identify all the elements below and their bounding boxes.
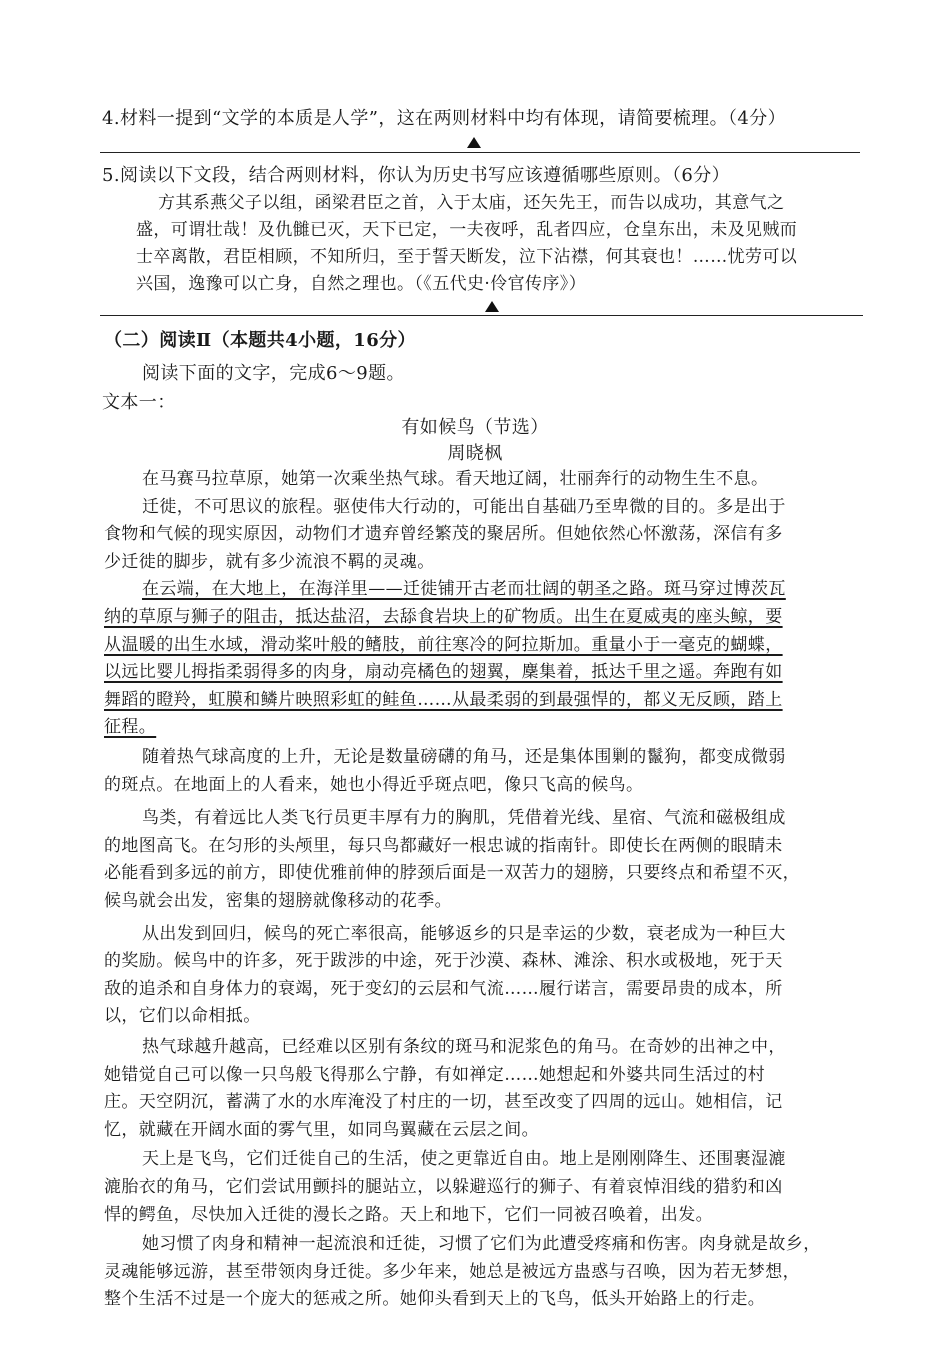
- article-line: 随着热气球高度的上升，无论是数量磅礴的角马，还是集体围剿的鬣狗，都变成微弱: [142, 747, 786, 767]
- article-author: 周晓枫: [447, 443, 503, 464]
- article-line: 从出发到回归，候鸟的死亡率很高，能够返乡的只是幸运的少数，衰老成为一种巨大: [142, 924, 786, 944]
- article-line: 少迁徙的脚步，就有多少流浪不羁的灵魂。: [104, 552, 435, 572]
- section-instruction: 阅读下面的文字，完成6～9题。: [142, 363, 405, 384]
- article-line: 悍的鳄鱼，尽快加入迁徙的漫长之路。天上和地下，它们一同被召唤着，出发。: [104, 1205, 713, 1225]
- article-line: 在马赛马拉草原，她第一次乘坐热气球。看天地辽阔，壮丽奔行的动物生生不息。: [142, 469, 769, 489]
- article-line: 鸟类，有着远比人类飞行员更丰厚有力的胸肌，凭借着光线、星宿、气流和磁极组成: [142, 808, 786, 828]
- article-line: 以，它们以命相抵。: [104, 1006, 261, 1026]
- q5-passage-line: 盛，可谓壮哉！及仇雠已灭，天下已定，一夫夜呼，乱者四应，仓皇东出，未及见贼而: [136, 220, 798, 240]
- answer-area-marker-icon: [485, 301, 499, 312]
- article-line: 她习惯了肉身和精神一起流浪和迁徙，习惯了它们为此遭受疼痛和伤害。肉身就是故乡，: [142, 1234, 821, 1254]
- q5-passage-line: 士卒离散，君臣相顾，不知所归，至于誓天断发，泣下沾襟，何其衰也！……忧劳可以: [136, 247, 798, 267]
- article-line: 忆，就藏在开阔水面的雾气里，如同鸟翼藏在云层之间。: [104, 1120, 539, 1140]
- article-line: 整个生活不过是一个庞大的惩戒之所。她仰头看到天上的飞鸟，低头开始路上的行走。: [104, 1289, 766, 1309]
- article-line: 纳的草原与狮子的阻击，抵达盐沼，去舔食岩块上的矿物质。出生在夏威夷的座头鲸，要: [104, 607, 783, 627]
- article-line: 灵魂能够远游，甚至带领肉身迁徙。多少年来，她总是被远方蛊惑与召唤，因为若无梦想，: [104, 1262, 800, 1282]
- article-line: 她错觉自己可以像一只鸟般飞得那么宁静，有如禅定……她想起和外婆共同生活过的村: [104, 1065, 766, 1085]
- answer-area-marker-icon: [467, 137, 481, 148]
- question-4: 4.材料一提到“文学的本质是人学”，这在两则材料中均有体现，请简要梳理。（4分）: [102, 108, 787, 129]
- q5-passage-line: 方其系燕父子以组，函梁君臣之首，入于太庙，还矢先王，而告以成功，其意气之: [158, 193, 785, 213]
- article-line: 迁徙，不可思议的旅程。驱使伟大行动的，可能出自基础乃至卑微的目的。多是出于: [142, 497, 786, 517]
- article-line: 征程。: [104, 717, 157, 737]
- text-label: 文本一：: [102, 392, 176, 413]
- article-line: 必能看到多远的前方，即使优雅前伸的脖颈后面是一双苦力的翅膀，只要终点和希望不灭，: [104, 863, 800, 883]
- article-line: 庄。天空阴沉，蓄满了水的水库淹没了村庄的一切，甚至改变了四周的远山。她相信，记: [104, 1092, 783, 1112]
- answer-line: [100, 315, 863, 316]
- article-line: 从温暖的出生水域，滑动桨叶般的鳍肢，前往寒冷的阿拉斯加。重量小于一毫克的蝴蝶，: [104, 635, 783, 655]
- article-line: 舞蹈的瞪羚，虹膜和鳞片映照彩虹的鲑鱼……从最柔弱的到最强悍的，都义无反顾，踏上: [104, 690, 783, 710]
- section-heading: （二）阅读Ⅱ（本题共4小题，16分）: [104, 330, 416, 351]
- article-line: 天上是飞鸟，它们迁徙自己的生活，使之更靠近自由。地上是刚刚降生、还围裹湿漉: [142, 1149, 786, 1169]
- q5-passage-line: 兴国，逸豫可以亡身，自然之理也。（《五代史·伶官传序》）: [136, 274, 587, 294]
- article-line: 候鸟就会出发，密集的翅膀就像移动的花季。: [104, 891, 452, 911]
- answer-line: [100, 152, 860, 153]
- article-line: 的地图高飞。在匀形的头颅里，每只鸟都藏好一根忠诚的指南针。即使长在两侧的眼睛未: [104, 836, 783, 856]
- article-line: 敌的追杀和自身体力的衰竭，死于变幻的云层和气流……履行诺言，需要昂贵的成本，所: [104, 979, 783, 999]
- article-title: 有如候鸟（节选）: [401, 417, 549, 438]
- question-5: 5.阅读以下文段，结合两则材料，你认为历史书写应该遵循哪些原则。（6分）: [102, 165, 731, 186]
- article-line: 漉胎衣的角马，它们尝试用颤抖的腿站立，以躲避巡行的狮子、有着哀悼泪线的猎豹和凶: [104, 1177, 783, 1197]
- article-line: 以远比婴儿拇指柔弱得多的肉身，扇动亮橘色的翅翼，麇集着，抵达千里之遥。奔跑有如: [104, 662, 783, 682]
- article-line: 食物和气候的现实原因，动物们才遗弃曾经繁茂的聚居所。但她依然心怀激荡，深信有多: [104, 524, 783, 544]
- article-line: 的奖励。候鸟中的许多，死于跋涉的中途，死于沙漠、森林、滩涂、积水或极地，死于天: [104, 951, 783, 971]
- article-line: 的斑点。在地面上的人看来，她也小得近乎斑点吧，像只飞高的候鸟。: [104, 775, 644, 795]
- article-line: 在云端，在大地上，在海洋里——迁徙铺开古老而壮阔的朝圣之路。斑马穿过博茨瓦: [142, 579, 786, 599]
- article-line: 热气球越升越高，已经难以区别有条纹的斑马和泥浆色的角马。在奇妙的出神之中，: [142, 1037, 786, 1057]
